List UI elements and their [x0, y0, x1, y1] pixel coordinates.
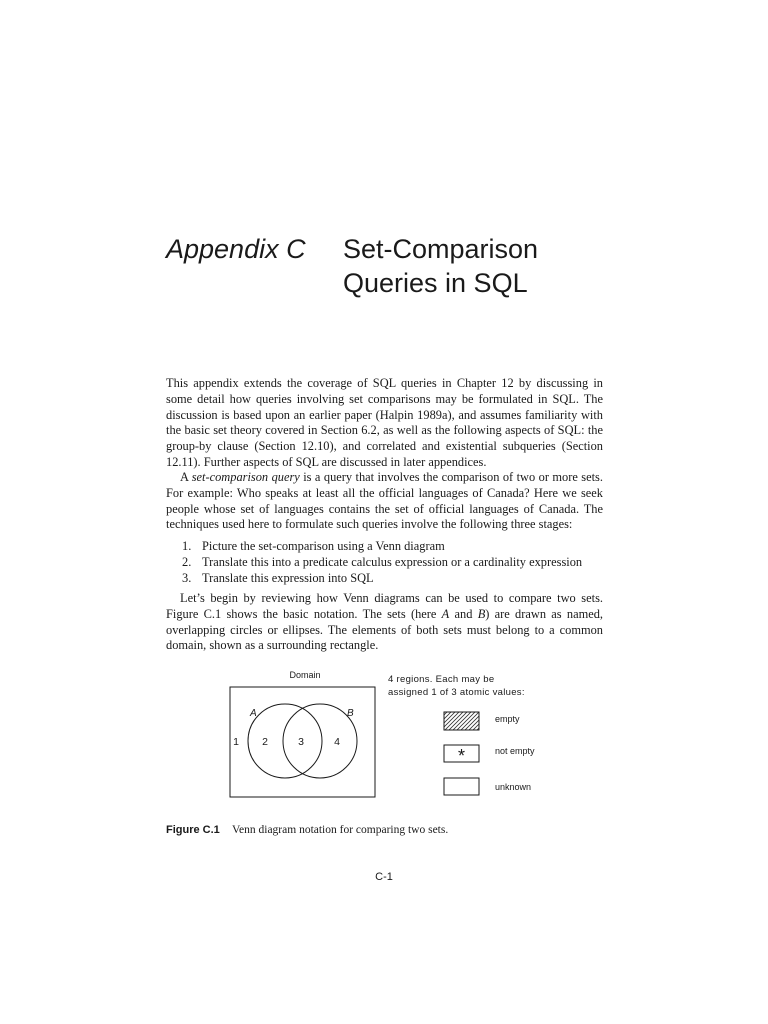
list-item-text: Translate this into a predicate calculus expression or a cardinality expression	[202, 555, 583, 569]
list-item	[182, 554, 603, 570]
list-item	[182, 538, 603, 554]
list-item-number: 1.	[182, 539, 192, 553]
figure-caption-label: Figure C.1	[166, 824, 220, 836]
legend-not-empty-label: not empty	[495, 746, 535, 756]
set-b-label: B	[347, 708, 354, 719]
legend-empty-label: empty	[495, 714, 520, 724]
definition-prefix: A	[180, 470, 192, 484]
definition-body: is a query that involves the comparison of two or more sets. For example: Who speaks at least all the official languages of Canada? Here we seek people whose set of languages contains the set of official languages of Canada. The techniques used here to formulate such queries involve the following three stages:	[166, 470, 603, 532]
legend-note-line-2: assigned 1 of 3 atomic values:	[388, 687, 525, 698]
set-a-ref: A	[441, 606, 450, 621]
appendix-title	[343, 232, 623, 300]
set-b-ref: B	[477, 606, 486, 621]
legend-unknown-swatch	[444, 778, 479, 795]
legend-note	[388, 673, 525, 699]
region-1-label: 1	[233, 736, 239, 748]
appendix-title-line-1: Set-Comparison	[343, 234, 539, 264]
domain-label: Domain	[289, 670, 321, 680]
figure-caption	[166, 820, 603, 838]
venn-intro-paragraph	[166, 591, 603, 654]
set-a-label: A	[250, 708, 257, 719]
list-item-number: 3.	[182, 571, 192, 585]
list-item-number: 2.	[182, 555, 192, 569]
region-3-label: 3	[298, 736, 304, 748]
stages-list	[182, 538, 603, 586]
definition-paragraph	[166, 470, 603, 533]
set-a-circle	[248, 704, 322, 778]
list-item-text: Picture the set-comparison using a Venn diagram	[202, 539, 445, 553]
venn-intro-text-a: Let’s begin by reviewing how Venn diagrams can be used to compare two sets. Figure C.1 shows the basic notation. The sets (here	[166, 591, 603, 621]
appendix-title-line-2: Queries in SQL	[343, 268, 528, 298]
venn-intro-text-c: ) are drawn as named, overlapping circles or ellipses. The elements of both sets must belong to a common domain, shown as a surrounding rectangle.	[166, 606, 603, 653]
appendix-label: Appendix C	[166, 234, 306, 264]
list-item	[182, 570, 603, 586]
definition-term: set-comparison query	[191, 470, 300, 484]
region-4-label: 4	[334, 736, 340, 748]
intro-paragraph: This appendix extends the coverage of SQL queries in Chapter 12 by discussing in some detail how queries involving set comparisons may be formulated in SQL. The discussion is based upon an earlier paper (Halpin 1989a), and assumes familiarity with the basic set theory covered in Section 6.2, as well as the following aspects of SQL: the group-by clause (Section 12.10), and correlated and existential subqueries (Section 12.11). Further aspects of SQL are discussed in later appendices.	[166, 376, 603, 469]
page-number: C-1	[375, 871, 393, 883]
venn-intro-text-b: and	[449, 606, 478, 621]
legend-unknown-label: unknown	[495, 782, 532, 792]
set-b-circle	[283, 704, 357, 778]
asterisk-icon: *	[457, 746, 466, 766]
legend-empty-swatch	[444, 712, 479, 730]
legend-note-line-1: 4 regions. Each may be	[388, 674, 495, 685]
figure-caption-text: Venn diagram notation for comparing two sets.	[232, 824, 449, 836]
list-item-text: Translate this expression into SQL	[202, 571, 374, 585]
region-2-label: 2	[262, 736, 268, 748]
venn-figure	[225, 666, 585, 806]
